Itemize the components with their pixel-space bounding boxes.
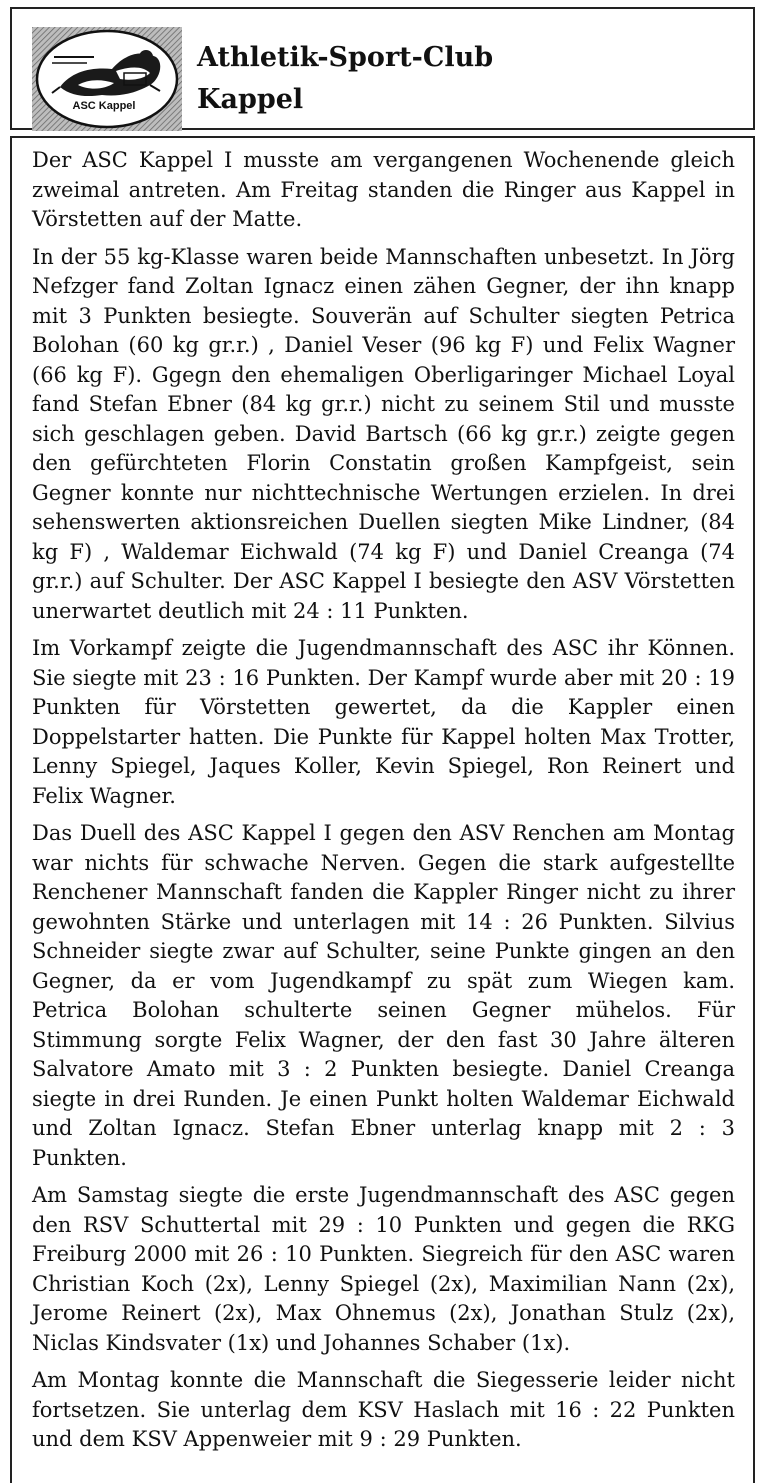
club-name-line-2: Kappel (197, 84, 304, 115)
paragraph: In der 55 kg-Klasse waren beide Mannschaften unbesetzt. In Jörg Nefzger fand Zoltan Ignacz einen zähen Gegner, der ihn knapp mit 3 Punkten besiegte. Souverän auf Schulter siegten Petrica Bolohan (60 kg gr.r.) , Daniel Veser (96 kg F) und Felix Wagner (66 kg F). Ggegn den ehemaligen Oberligaringer Michael Loyal fand Stefan Ebner (84 kg gr.r.) nicht zu seinem Stil und musste sich geschlagen geben. David Bartsch (66 kg gr.r.) zeigte gegen den gefürchteten Florin Constatin großen Kampfgeist, sein Gegner konnte nur nichttechnische Wertungen erzielen. In drei sehenswerten aktionsreichen Duellen siegten Mike Lindner, (84 kg F) , Waldemar Eichwald (74 kg F) und Daniel Creanga (74 gr.r.) auf Schulter. Der ASC Kappel I besiegte den ASV Vörstetten unerwartet deutlich mit 24 : 11 Punkten. (32, 244, 735, 623)
wrestlers-logo-icon (32, 27, 182, 131)
paragraph: Im Vorkampf zeigte die Jugendmannschaft des ASC ihr Können. Sie siegte mit 23 : 16 Punkten. Der Kampf wurde aber mit 20 : 19 Punkten für Vörstetten gewertet, da die Kappler einen Doppelstarter hatten. Die Punkte für Kappel holten Max Trotter, Lenny Spiegel, Jaques Koller, Kevin Spiegel, Ron Reinert und Felix Wagner. (32, 636, 735, 808)
club-name-line-1: Athletik-Sport-Club (197, 42, 494, 73)
paragraph: Der ASC Kappel I musste am vergangenen Wochenende gleich zweimal antreten. Am Freitag standen die Ringer aus Kappel in Vörstetten auf der Matte. (32, 148, 735, 231)
club-name (197, 37, 493, 121)
svg-text:ASC Kappel: ASC Kappel (72, 100, 136, 112)
article (10, 136, 755, 1483)
paragraph: Das Duell des ASC Kappel I gegen den ASV Renchen am Montag war nichts für schwache Nerven. Gegen die stark aufgestellte Renchener Mannschaft fanden die Kappler Ringer nicht zu ihrer gewohnten Stärke und unterlagen mit 14 : 26 Punkten. Silvius Schneider siegte zwar auf Schulter, seine Punkte gingen an den Gegner, da er vom Jugendkampf zu spät zum Wiegen kam. Petrica Bolohan schulterte seinen Gegner mühelos. Für Stimmung sorgte Felix Wagner, der den fast 30 Jahre älteren Salvatore Amato mit 3 : 2 Punkten besiegte. Daniel Creanga siegte in drei Runden. Je einen Punkt holten Waldemar Eichwald und Zoltan Ignacz. Stefan Ebner unterlag knapp mit 2 : 3 Punkten. (32, 821, 735, 1170)
club-header (10, 7, 755, 130)
paragraph: Am Samstag siegte die erste Jugendmannschaft des ASC gegen den RSV Schuttertal mit 29 : 10 Punkten und gegen die RKG Freiburg 2000 mit 26 : 10 Punkten. Siegreich für den ASC waren Christian Koch (2x), Lenny Spiegel (2x), Maximilian Nann (2x), Jerome Reinert (2x), Max Ohnemus (2x), Jonathan Stulz (2x), Niclas Kindsvater (1x) und Johannes Schaber (1x). (32, 1183, 735, 1355)
paragraph: Am Montag konnte die Mannschaft die Siegesserie leider nicht fortsetzen. Sie unterlag dem KSV Haslach mit 16 : 22 Punkten und dem KSV Appenweier mit 9 : 29 Punkten. (32, 1368, 735, 1451)
